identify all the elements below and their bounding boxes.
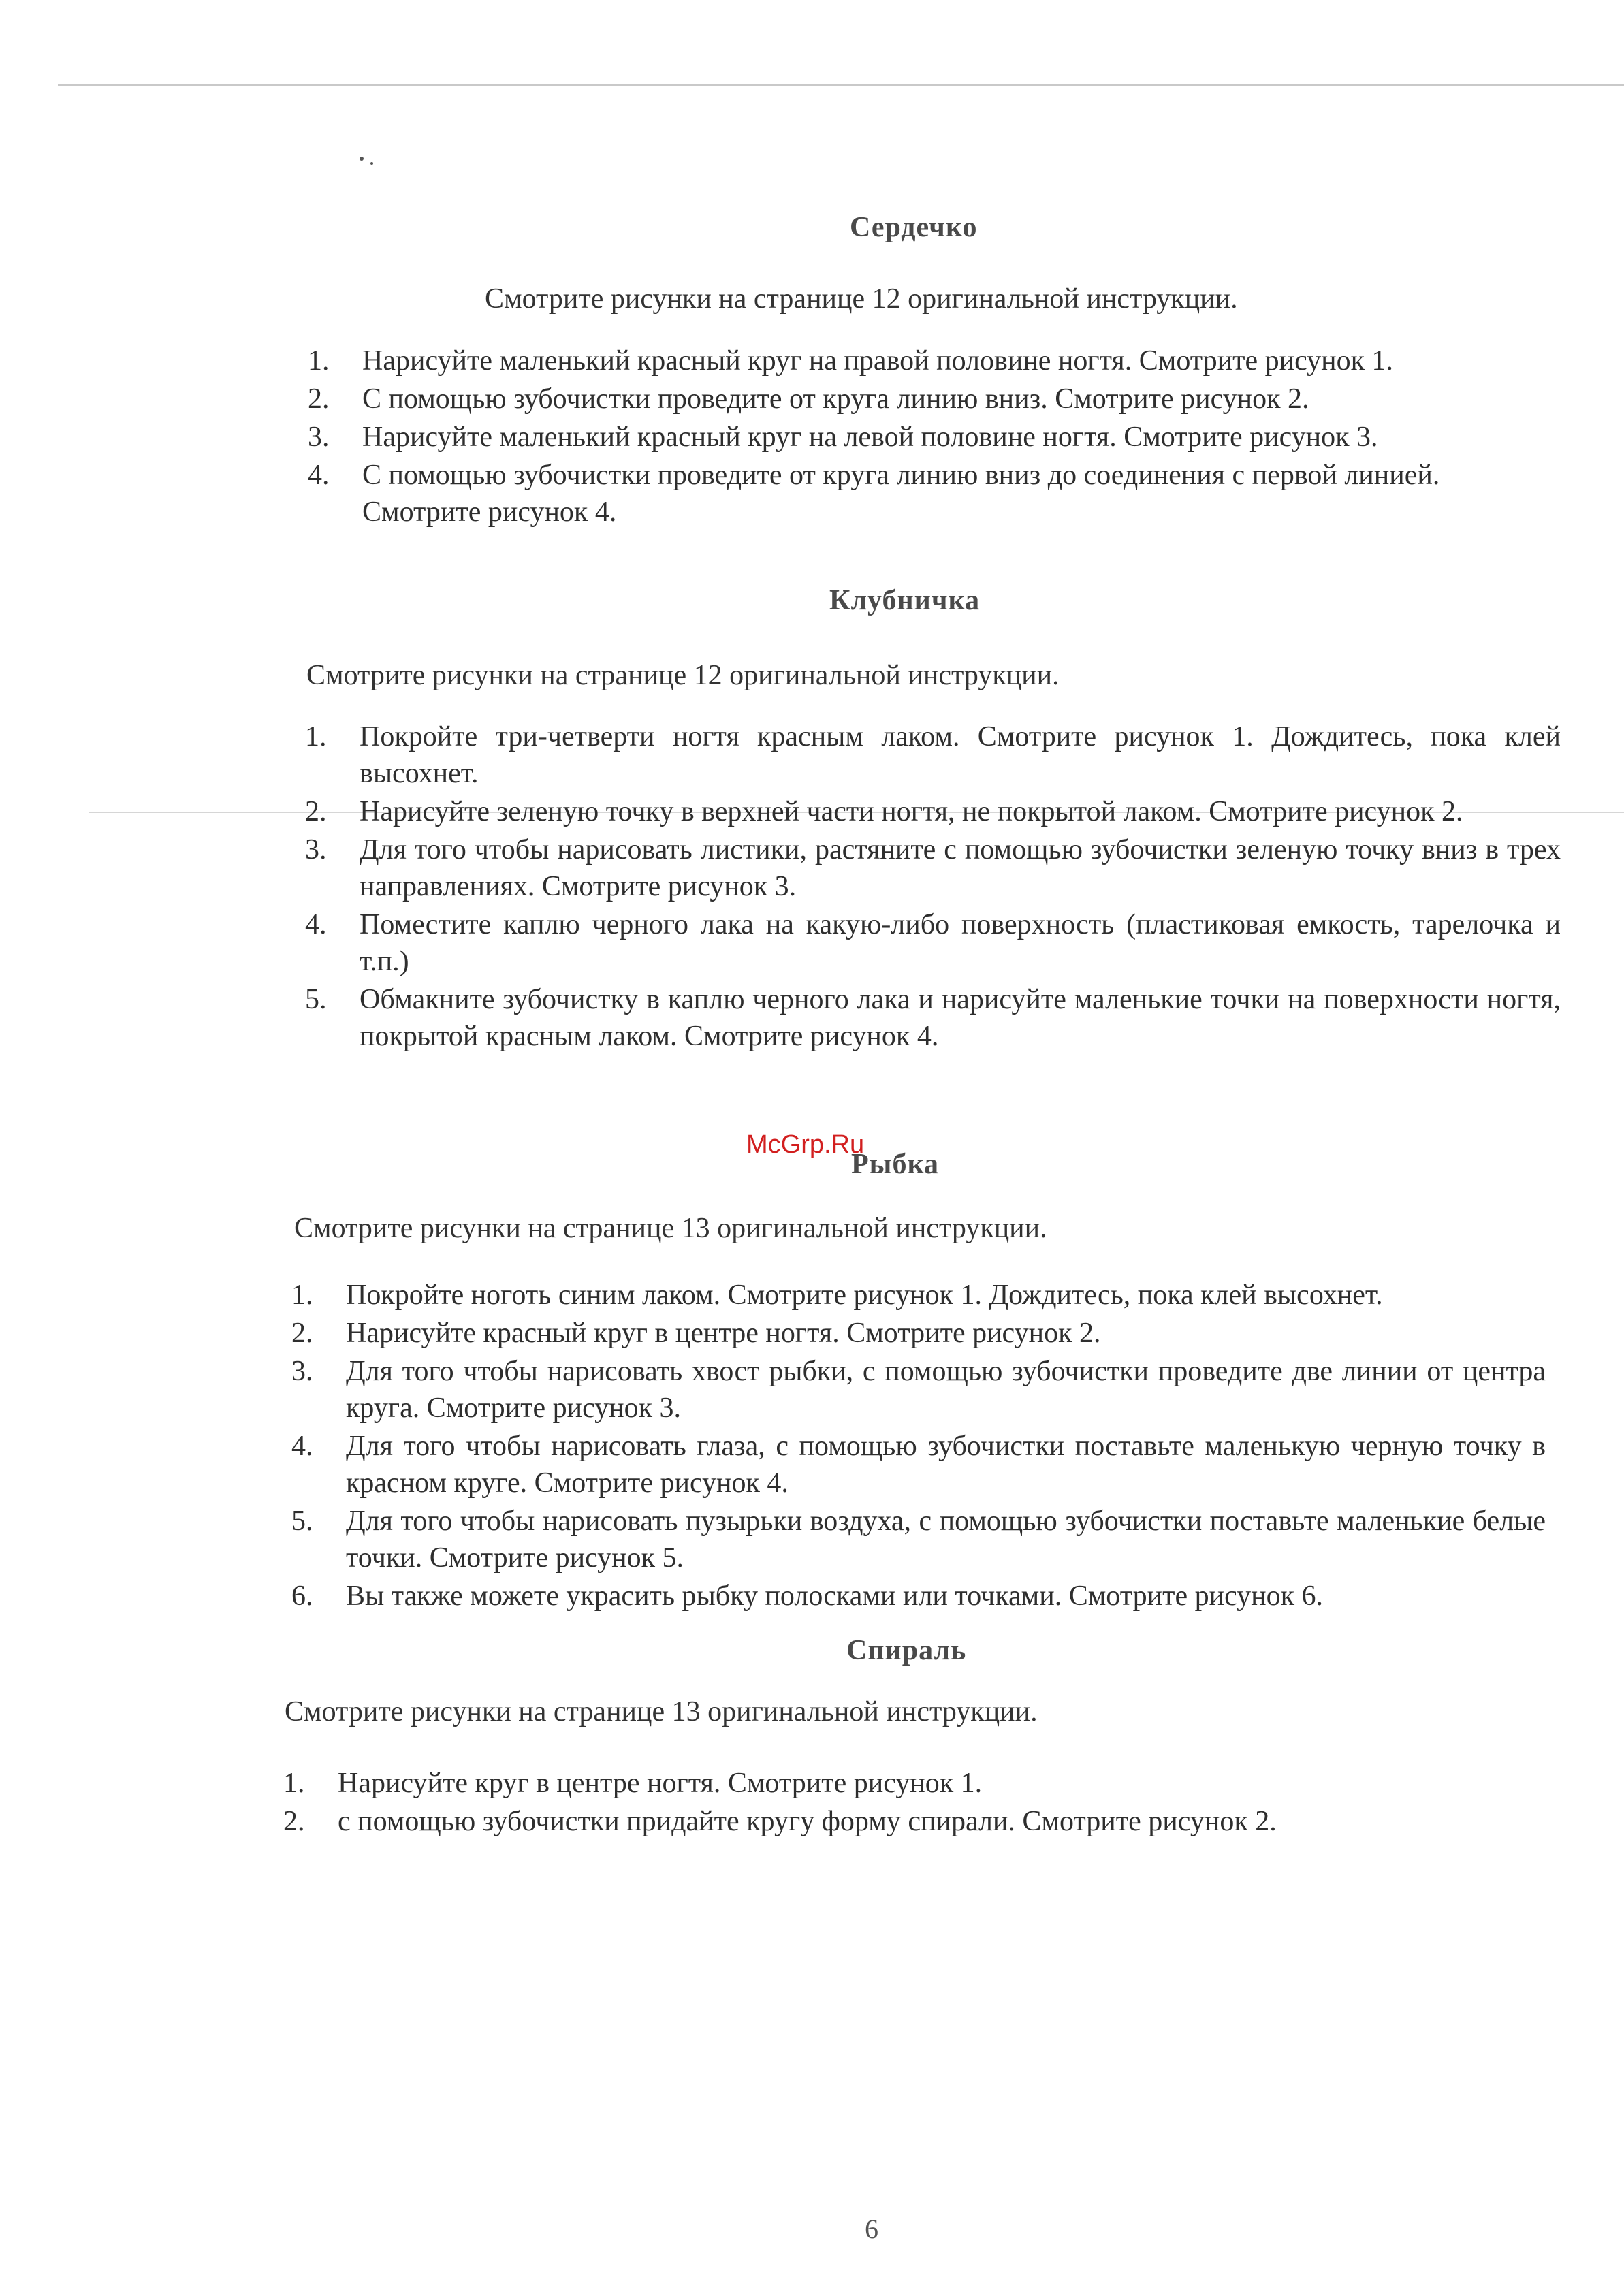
step-number: 2. [291, 1318, 313, 1349]
steps-list-spiral [283, 1765, 1543, 1841]
step-text: С помощью зубочистки проведите от круга линию вниз до соединения с первой линией. Смотрите рисунок 4. [362, 460, 1440, 528]
step-text: Обмакните зубочистку в каплю черного лака и нарисуйте маленькие точки на поверхности ногтя, покрытой красным лаком. Смотрите рисунок 4. [360, 984, 1561, 1052]
step-number: 1. [291, 1279, 313, 1311]
step-number: 5. [305, 984, 327, 1015]
step-number: 2. [305, 796, 327, 827]
step-number: 6. [291, 1580, 313, 1612]
steps-list-strawberry [305, 718, 1561, 1056]
step-number: 2. [308, 383, 330, 415]
step-text: Нарисуйте маленький красный круг на левой половине ногтя. Смотрите рисунок 3. [362, 421, 1378, 453]
step-number: 4. [291, 1431, 313, 1462]
step-text: Нарисуйте маленький красный круг на правой половине ногтя. Смотрите рисунок 1. [362, 345, 1394, 377]
step-text: Для того чтобы нарисовать глаза, с помощью зубочистки поставьте маленькую черную точку в красном круге. Смотрите рисунок 4. [346, 1431, 1546, 1499]
step-text: Поместите каплю черного лака на какую-либо поверхность (пластиковая емкость, тарелочка и т.п.) [360, 909, 1561, 977]
step-number: 4. [308, 460, 330, 491]
list-item [291, 1315, 1546, 1352]
list-item [291, 1503, 1546, 1576]
list-item [291, 1578, 1546, 1614]
section-title-strawberry: Клубничка [829, 585, 981, 616]
scan-line-top [58, 84, 1624, 86]
step-text: Вы также можете украсить рыбку полосками или точками. Смотрите рисунок 6. [346, 1580, 1324, 1612]
list-item [291, 1277, 1546, 1313]
list-item [305, 981, 1561, 1055]
scan-speck [370, 162, 373, 165]
list-item [283, 1765, 1543, 1802]
step-text: Для того чтобы нарисовать хвост рыбки, с помощью зубочистки проведите две линии от центра круга. Смотрите рисунок 3. [346, 1356, 1546, 1424]
page-number: 6 [865, 2214, 878, 2244]
step-number: 3. [305, 834, 327, 865]
step-text: Для того чтобы нарисовать пузырьки воздуха, с помощью зубочистки поставьте маленькие белые точки. Смотрите рисунок 5. [346, 1506, 1546, 1574]
step-text: С помощью зубочистки проведите от круга линию вниз. Смотрите рисунок 2. [362, 383, 1309, 415]
step-number: 1. [283, 1768, 305, 1799]
step-text: Покройте ноготь синим лаком. Смотрите рисунок 1. Дождитесь, пока клей высохнет. [346, 1279, 1383, 1311]
section-title-fish: Рыбка [851, 1149, 940, 1180]
section-intro-heart: Смотрите рисунки на странице 12 оригинальной инструкции. [485, 283, 1238, 315]
list-item [291, 1353, 1546, 1427]
steps-list-fish [291, 1277, 1546, 1616]
step-number: 3. [308, 421, 330, 453]
section-title-spiral: Спираль [846, 1635, 967, 1666]
step-text: Для того чтобы нарисовать листики, растяните с помощью зубочистки зеленую точку вниз в трех направлениях. Смотрите рисунок 3. [360, 834, 1561, 902]
step-text: Нарисуйте круг в центре ногтя. Смотрите рисунок 1. [338, 1768, 983, 1799]
section-intro-fish: Смотрите рисунки на странице 13 оригинальной инструкции. [294, 1213, 1047, 1244]
list-item [308, 342, 1554, 379]
scan-speck [360, 157, 364, 161]
list-item [308, 419, 1554, 456]
watermark: McGrp.Ru [746, 1130, 865, 1159]
list-item [308, 457, 1554, 530]
section-title-heart: Сердечко [850, 212, 978, 243]
step-number: 4. [305, 909, 327, 940]
step-text: Покройте три-четверти ногтя красным лаком. Смотрите рисунок 1. Дождитесь, пока клей высохнет. [360, 721, 1561, 789]
list-item [305, 718, 1561, 792]
list-item [305, 906, 1561, 980]
step-text: Нарисуйте зеленую точку в верхней части ногтя, не покрытой лаком. Смотрите рисунок 2. [360, 796, 1463, 827]
list-item [283, 1803, 1543, 1840]
section-intro-spiral: Смотрите рисунки на странице 13 оригинальной инструкции. [285, 1696, 1038, 1727]
step-number: 3. [291, 1356, 313, 1387]
step-number: 1. [308, 345, 330, 377]
step-text: с помощью зубочистки придайте кругу форму спирали. Смотрите рисунок 2. [338, 1806, 1277, 1837]
step-number: 2. [283, 1806, 305, 1837]
step-number: 1. [305, 721, 327, 752]
list-item [308, 381, 1554, 417]
section-intro-strawberry: Смотрите рисунки на странице 12 оригинальной инструкции. [306, 660, 1060, 691]
steps-list-heart [308, 342, 1554, 532]
step-text: Нарисуйте красный круг в центре ногтя. Смотрите рисунок 2. [346, 1318, 1101, 1349]
list-item [305, 793, 1561, 830]
step-number: 5. [291, 1506, 313, 1537]
list-item [305, 831, 1561, 905]
list-item [291, 1428, 1546, 1501]
